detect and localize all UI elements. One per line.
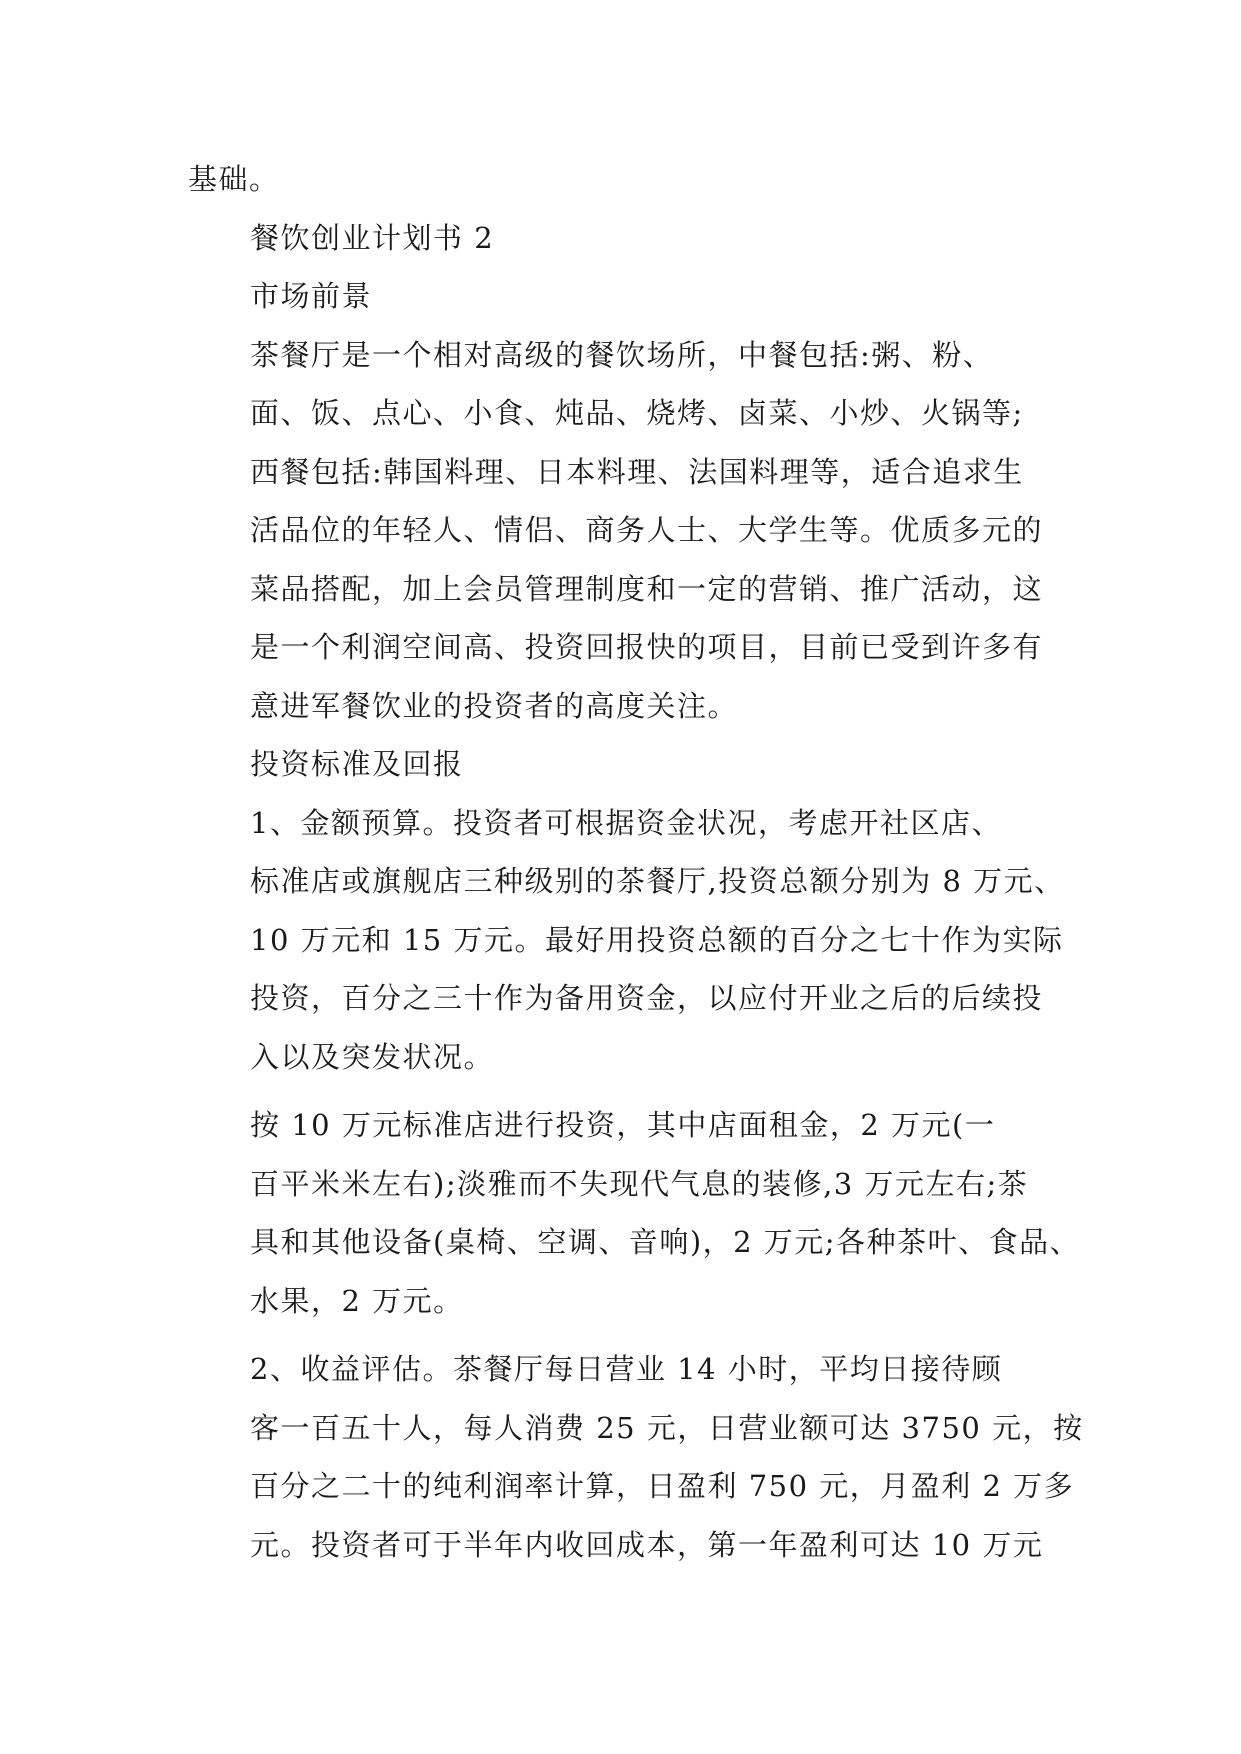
text-line: 茶餐厅是一个相对高级的餐饮场所，中餐包括:粥、粉、 [250,337,994,372]
text-line: 餐饮创业计划书 2 [250,220,495,255]
text-line: 活品位的年轻人、情侣、商务人士、大学生等。优质多元的 [250,513,1044,547]
text-line: 基础。 [188,162,280,196]
paragraph-revenue [188,1340,1084,1574]
text-line: 按 10 万元标准店进行投资，其中店面租金，2 万元(一 [250,1108,996,1142]
text-line: 水果，2 万元。 [250,1283,464,1318]
text-line: 西餐包括:韩国料理、日本料理、法国料理等，适合追求生 [250,454,1024,489]
text-line: 市场前景 [250,279,373,313]
text-line: 是一个利润空间高、投资回报快的项目，目前已受到许多有 [250,630,1044,664]
text-line: 面、饭、点心、小食、炖品、烧烤、卤菜、小炒、火锅等; [250,396,1024,430]
text-line: 客一百五十人，每人消费 25 元，日营业额可达 3750 元，按 [250,1410,1084,1445]
text-line: 百平米米左右);淡雅而不失现代气息的装修,3 万元左右;茶 [250,1166,1029,1201]
subsection-heading-market [188,267,1060,326]
text-line: 2、收益评估。茶餐厅每日营业 14 小时，平均日接待顾 [250,1352,1003,1386]
text-line: 入以及突发状况。 [250,1039,495,1074]
paragraph-standard-store [188,1096,1081,1330]
text-line: 百分之二十的纯利润率计算，日盈利 750 元，月盈利 2 万多 [250,1469,1075,1503]
text-line: 元。投资者可于半年内收回成本，第一年盈利可达 10 万元 [250,1527,1044,1562]
text-line: 菜品搭配，加上会员管理制度和一定的营销、推广活动，这 [250,571,1044,606]
text-line: 1、金额预算。投资者可根据资金状况，考虑开社区店、 [250,805,1002,840]
section-title [188,209,1060,268]
subsection-heading-investment [188,735,1060,794]
paragraph-market [188,326,1060,736]
text-line: 标准店或旗舰店三种级别的茶餐厅,投资总额分别为 8 万元、 [250,864,1065,898]
text-line: 具和其他设备(桌椅、空调、音响)，2 万元;各种茶叶、食品、 [250,1225,1081,1259]
paragraph-continuation [188,150,1060,209]
paragraph-budget [188,794,1065,1087]
text-line: 意进军餐饮业的投资者的高度关注。 [250,688,739,723]
text-line: 10 万元和 15 万元。最好用投资总额的百分之七十作为实际 [250,922,1064,957]
text-line: 投资，百分之三十作为备用资金，以应付开业之后的后续投 [250,981,1044,1015]
document-body [188,150,1084,1574]
text-line: 投资标准及回报 [250,747,464,781]
